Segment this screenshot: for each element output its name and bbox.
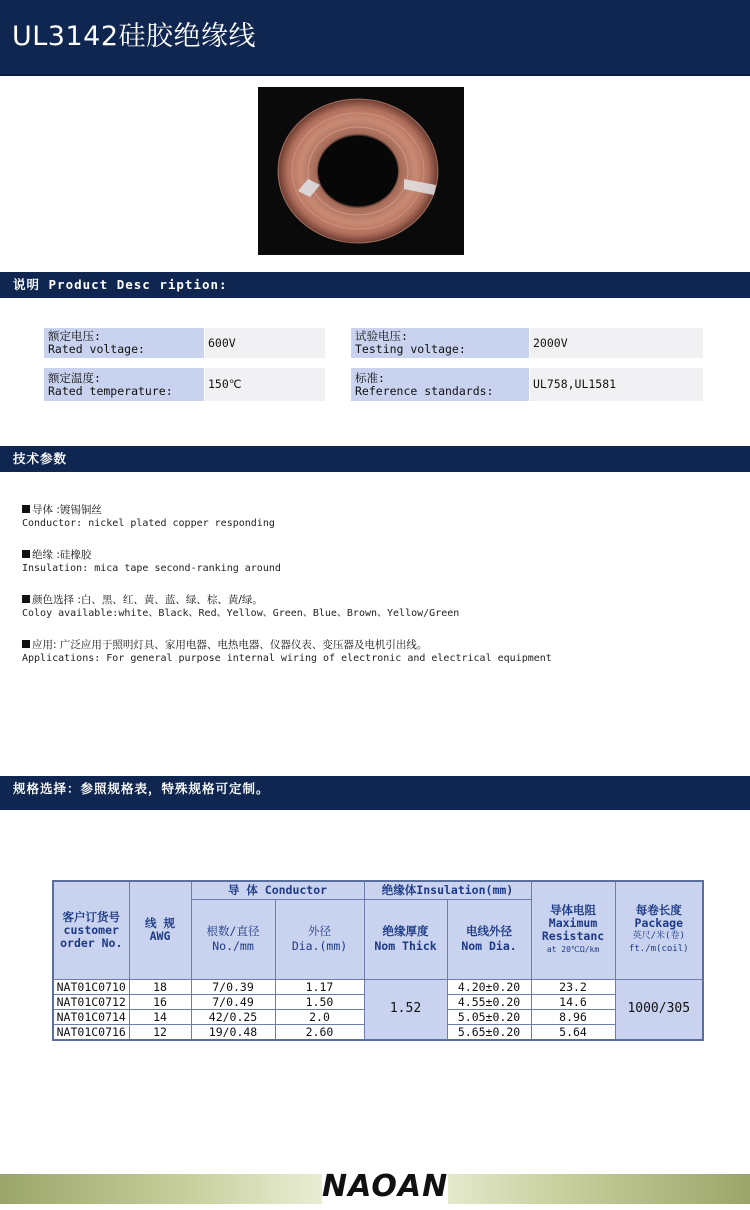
cell-resistance: 14.6 bbox=[531, 994, 615, 1009]
rated-voltage-value: 600V bbox=[205, 328, 325, 358]
param-color bbox=[22, 593, 459, 621]
col-awg-header-zh: 线 规 bbox=[145, 916, 175, 931]
cell-dia: 2.60 bbox=[275, 1024, 364, 1040]
title-banner bbox=[0, 0, 750, 76]
col-conductor-group: 导 体 Conductor bbox=[191, 881, 364, 899]
cell-resistance: 23.2 bbox=[531, 979, 615, 994]
wire-coil-photo-icon bbox=[258, 87, 464, 255]
cell-thickness: 1.52 bbox=[364, 979, 447, 1040]
testing-voltage-label-zh: 试验电压: bbox=[355, 329, 408, 343]
reference-standards-label-zh: 标准: bbox=[355, 371, 385, 385]
cell-awg: 14 bbox=[129, 1009, 191, 1024]
rated-voltage-label-en: Rated voltage: bbox=[48, 342, 145, 356]
col-outer-dia-header bbox=[447, 899, 531, 979]
cell-outer-dia: 4.55±0.20 bbox=[447, 994, 531, 1009]
reference-standards-value: UL758,UL1581 bbox=[530, 368, 703, 401]
brand-logo bbox=[322, 1167, 448, 1207]
rated-temperature-label-zh: 额定温度: bbox=[48, 371, 101, 385]
col-thick-header-zh: 绝缘厚度 bbox=[382, 924, 429, 938]
cell-outer-dia: 5.65±0.20 bbox=[447, 1024, 531, 1040]
rated-temperature-value: 150℃ bbox=[205, 368, 325, 401]
cell-outer-dia: 5.05±0.20 bbox=[447, 1009, 531, 1024]
rated-temperature-label-en: Rated temperature: bbox=[48, 384, 173, 398]
spec-table bbox=[52, 880, 704, 1041]
cell-package: 1000/305 bbox=[615, 979, 703, 1040]
param-application-en: Applications: For general purpose internal wiring of electronic and electrical equipment bbox=[22, 653, 552, 664]
rated-voltage-label-zh: 额定电压: bbox=[48, 329, 101, 343]
param-color-en: Coloy available:white、Black、Red、Yellow、Green、Blue、Brown、Yellow/Green bbox=[22, 608, 460, 619]
col-resistance-header-en3: at 20℃Ω/km bbox=[546, 945, 600, 955]
col-insulation-group: 绝缘体Insulation(mm) bbox=[364, 881, 531, 899]
col-resistance-header-en2: Resistanc bbox=[541, 929, 605, 944]
col-order-header-en2: order No. bbox=[60, 935, 123, 950]
param-conductor-en: Conductor: nickel plated copper responding bbox=[22, 518, 275, 529]
cell-resistance: 8.96 bbox=[531, 1009, 615, 1024]
reference-standards-label bbox=[351, 368, 529, 401]
col-order-header-zh: 客户订货号 bbox=[62, 909, 120, 924]
param-insulation-zh-text: 绝缘 :硅橡胶 bbox=[32, 549, 92, 561]
col-outer-dia-header-zh: 电线外径 bbox=[466, 924, 513, 938]
cell-dia: 1.17 bbox=[275, 979, 364, 994]
col-package-header bbox=[615, 881, 703, 979]
page-title: UL3142硅胶绝缘线 bbox=[12, 21, 257, 52]
param-conductor-zh-text: 导体 :镀锡铜丝 bbox=[32, 504, 102, 516]
cell-strand: 42/0.25 bbox=[191, 1009, 275, 1024]
cell-dia: 1.50 bbox=[275, 994, 364, 1009]
param-conductor-zh bbox=[22, 503, 275, 517]
col-awg-header-en: AWG bbox=[149, 929, 171, 944]
cell-strand: 19/0.48 bbox=[191, 1024, 275, 1040]
cell-order: NAT01C0714 bbox=[53, 1009, 129, 1024]
cell-resistance: 5.64 bbox=[531, 1024, 615, 1040]
param-color-zh-text: 颜色选择 :白、黑、红、黄、蓝、绿、棕、黄/绿。 bbox=[32, 594, 263, 606]
rated-voltage-label bbox=[44, 328, 204, 358]
cell-awg: 16 bbox=[129, 994, 191, 1009]
col-resistance-header-zh: 导体电阻 bbox=[550, 903, 597, 918]
tech-section-bar bbox=[0, 446, 750, 472]
param-insulation bbox=[22, 548, 281, 576]
cell-outer-dia: 4.20±0.20 bbox=[447, 979, 531, 994]
col-order-header bbox=[53, 881, 129, 979]
col-order-header-en1: customer bbox=[63, 922, 119, 937]
param-color-zh bbox=[22, 593, 459, 607]
cell-order: NAT01C0712 bbox=[53, 994, 129, 1009]
bullet-square-icon bbox=[22, 595, 30, 603]
col-outer-dia-header-en: Nom Dia. bbox=[461, 939, 517, 953]
param-conductor bbox=[22, 503, 275, 531]
col-package-header-zh: 每卷长度 bbox=[635, 903, 682, 918]
col-awg-header bbox=[129, 881, 191, 979]
param-application-zh bbox=[22, 638, 552, 652]
testing-voltage-label bbox=[351, 328, 529, 358]
cell-order: NAT01C0710 bbox=[53, 979, 129, 994]
col-resistance-header-en1: Maximum bbox=[548, 916, 598, 931]
col-dia-header bbox=[275, 899, 364, 979]
cell-awg: 18 bbox=[129, 979, 191, 994]
param-insulation-en: Insulation: mica tape second-ranking around bbox=[22, 563, 281, 574]
col-strand-header bbox=[191, 899, 275, 979]
col-dia-header-en: Dia.(mm) bbox=[291, 939, 348, 953]
param-insulation-zh bbox=[22, 548, 281, 562]
col-dia-header-zh: 外径 bbox=[308, 924, 331, 938]
cell-awg: 12 bbox=[129, 1024, 191, 1040]
col-strand-header-zh: 根数/直径 bbox=[206, 924, 260, 938]
bullet-square-icon bbox=[22, 505, 30, 513]
cell-order: NAT01C0716 bbox=[53, 1024, 129, 1040]
spec-section-bar bbox=[0, 776, 750, 810]
table-row bbox=[53, 979, 703, 994]
cell-dia: 2.0 bbox=[275, 1009, 364, 1024]
col-package-header-sub1: 英尺/米(卷) bbox=[632, 931, 685, 942]
bullet-square-icon bbox=[22, 550, 30, 558]
param-application-zh-text: 应用: 广泛应用于照明灯具、家用电器、电热电器、仪器仪表、变压器及电机引出线。 bbox=[32, 639, 428, 651]
param-application bbox=[22, 638, 552, 666]
description-section-bar bbox=[0, 272, 750, 298]
col-resistance-header bbox=[531, 881, 615, 979]
reference-standards-label-en: Reference standards: bbox=[355, 384, 494, 398]
bullet-square-icon bbox=[22, 640, 30, 648]
testing-voltage-value: 2000V bbox=[530, 328, 703, 358]
rated-temperature-label bbox=[44, 368, 204, 401]
col-package-header-en: Package bbox=[634, 916, 683, 931]
col-thick-header-en: Nom Thick bbox=[374, 939, 437, 953]
col-package-header-sub2: ft./m(coil) bbox=[628, 944, 689, 955]
tech-heading: 技术参数 bbox=[13, 451, 68, 466]
cell-strand: 7/0.39 bbox=[191, 979, 275, 994]
col-thick-header bbox=[364, 899, 447, 979]
testing-voltage-label-en: Testing voltage: bbox=[355, 342, 466, 356]
col-strand-header-en: No./mm bbox=[212, 939, 254, 953]
spec-heading: 规格选择：参照规格表，特殊规格可定制。 bbox=[13, 781, 270, 796]
product-photo bbox=[258, 87, 464, 255]
cell-strand: 7/0.49 bbox=[191, 994, 275, 1009]
description-heading: 说明 Product Desc ription: bbox=[13, 277, 228, 292]
brand-logo-text: NAOAN bbox=[322, 1169, 449, 1204]
